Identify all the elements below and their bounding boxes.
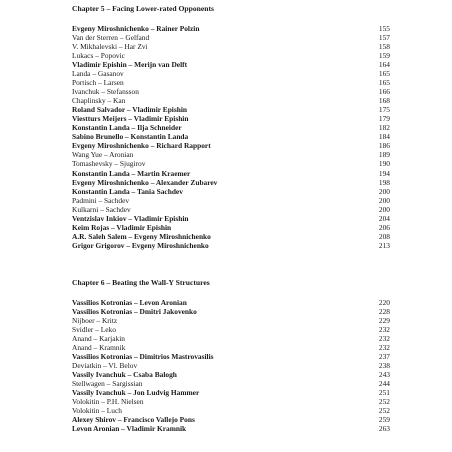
page-number: 186 [378, 141, 390, 151]
game-players: Vassilios Kotronias – Levon Aronian [72, 298, 187, 307]
game-players: Stellwagen – Sargissian [72, 379, 143, 389]
index-entry [72, 24, 390, 33]
page-number: 204 [378, 213, 390, 223]
page-number: 259 [378, 415, 390, 425]
page-number: 228 [378, 307, 390, 317]
chapter-entries [72, 298, 390, 433]
game-players: Konstantin Landa – Tania Sachdev [72, 186, 183, 196]
page-number: 155 [378, 24, 390, 33]
game-players: Svidler – Leko [72, 325, 116, 335]
index-entry [72, 87, 390, 96]
page-number: 189 [378, 150, 390, 160]
page-number: 194 [378, 168, 390, 178]
index-entry [72, 187, 390, 196]
game-players: Deviatkin – Vl. Belov [72, 361, 138, 371]
page-number: 184 [378, 132, 390, 142]
page-number: 232 [378, 334, 390, 344]
index-entry [72, 141, 390, 150]
game-players: Evgeny Miroshnichenko – Alexander Zubarev [72, 177, 218, 187]
chapter-title: Chapter 6 – Beating the Wall-Y Structures [72, 278, 210, 287]
index-entry [72, 325, 390, 334]
page-number: 220 [378, 298, 390, 307]
game-players: A.R. Saleh Salem – Evgeny Miroshnichenko [72, 231, 211, 241]
game-players: Ventzislav Inkiov – Vladimir Epishin [72, 213, 189, 223]
game-players: Vassilios Kotronias – Dimitrios Mastrovasilis [72, 352, 214, 362]
page-number: 200 [378, 195, 390, 205]
index-entry [72, 78, 390, 87]
game-players: V. Mikhalevski – Har Zvi [72, 42, 148, 52]
index-entry [72, 105, 390, 114]
page-number: 200 [378, 204, 390, 214]
index-entry [72, 214, 390, 223]
index-entry [72, 307, 390, 316]
game-players: Grigor Grigorov – Evgeny Miroshnichenko [72, 240, 209, 250]
game-players: Sabino Brunello – Konstantin Landa [72, 132, 189, 142]
index-entry [72, 42, 390, 51]
page-number: 200 [378, 186, 390, 196]
page-number: 206 [378, 222, 390, 232]
chapter-6-section [72, 278, 390, 433]
page-number: 157 [378, 33, 390, 43]
index-entry [72, 60, 390, 69]
game-players: Nijboer – Kritz [72, 316, 118, 326]
page-number: 182 [378, 123, 390, 133]
page-number: 237 [378, 352, 390, 362]
game-players: Ivanchuk – Stefansson [72, 87, 139, 97]
index-entry [72, 159, 390, 168]
index-entry [72, 178, 390, 187]
index-entry [72, 169, 390, 178]
index-entry [72, 51, 390, 60]
game-players: Vassily Ivanchuk – Jon Ludvig Hammer [72, 388, 200, 398]
page-number: 168 [378, 96, 390, 106]
index-entry [72, 132, 390, 141]
index-entry [72, 343, 390, 352]
game-players: Anand – Karjakin [72, 334, 125, 344]
index-entry [72, 123, 390, 132]
page-number: 198 [378, 177, 390, 187]
game-players: Roland Salvador – Vladimir Epishin [72, 105, 188, 115]
game-players: Kulkarni – Sachdev [72, 204, 131, 214]
page-number: 263 [378, 424, 390, 434]
index-entry [72, 406, 390, 415]
index-entry [72, 205, 390, 214]
game-players: Evgeny Miroshnichenko – Richard Rapport [72, 141, 211, 151]
game-players: Konstantin Landa – Ilja Schneider [72, 123, 182, 133]
index-entry [72, 196, 390, 205]
game-players: Anand – Kramnik [72, 343, 126, 353]
index-entry [72, 415, 390, 424]
page-number: 159 [378, 51, 390, 61]
game-players: Volokitin – P.H. Nielsen [72, 397, 144, 407]
index-entry [72, 361, 390, 370]
game-players: Van der Sterren – Gelfand [72, 33, 150, 43]
game-players: Vassilios Kotronias – Dmitri Jakovenko [72, 307, 197, 317]
page-number: 208 [378, 231, 390, 241]
page-number: 164 [378, 60, 390, 70]
game-players: Keim Rojas – Vladimir Epishin [72, 222, 172, 232]
game-players: Volokitin – Luch [72, 406, 122, 416]
page-number: 165 [378, 69, 390, 79]
chapter-5-section [72, 4, 390, 250]
index-entry [72, 232, 390, 241]
index-entry [72, 33, 390, 42]
index-entry [72, 241, 390, 250]
game-players: Lukacs – Popovic [72, 51, 125, 61]
chapter-entries [72, 24, 390, 250]
page-number: 251 [378, 388, 390, 398]
index-entry [72, 352, 390, 361]
page-number: 158 [378, 42, 390, 52]
page-number: 243 [378, 370, 390, 380]
game-players: Vassily Ivanchuk – Csaba Balogh [72, 370, 177, 380]
page-number: 238 [378, 361, 390, 371]
chapter-title: Chapter 5 – Facing Lower-rated Opponents [72, 4, 214, 13]
page-number: 252 [378, 397, 390, 407]
index-entry [72, 96, 390, 105]
index-entry [72, 316, 390, 325]
page-number: 229 [378, 316, 390, 326]
page-number: 232 [378, 325, 390, 335]
index-entry [72, 298, 390, 307]
game-players: Chaplinsky – Kan [72, 96, 126, 106]
page-number: 179 [378, 114, 390, 124]
game-players: Tomashevsky – Sjugirov [72, 159, 146, 169]
game-players: Levon Aronian – Vladimir Kramnik [72, 424, 187, 434]
page-number: 175 [378, 105, 390, 115]
page-number: 252 [378, 406, 390, 416]
page-number: 213 [378, 240, 390, 250]
index-entry [72, 150, 390, 159]
index-entry [72, 69, 390, 78]
page-number: 244 [378, 379, 390, 389]
game-players: Evgeny Miroshnichenko – Rainer Polzin [72, 24, 200, 33]
index-entry [72, 223, 390, 232]
game-players: Landa – Gasanov [72, 69, 124, 79]
page-number: 165 [378, 78, 390, 88]
index-entry [72, 334, 390, 343]
page-number: 166 [378, 87, 390, 97]
index-entry [72, 397, 390, 406]
game-players: Portisch – Larsen [72, 78, 124, 88]
index-entry [72, 379, 390, 388]
page-number: 190 [378, 159, 390, 169]
index-entry [72, 424, 390, 433]
page-number: 232 [378, 343, 390, 353]
index-entry [72, 388, 390, 397]
game-players: Konstantin Landa – Martin Kraemer [72, 168, 191, 178]
game-players: Padmini – Sachdev [72, 195, 130, 205]
game-players: Alexey Shirov – Francisco Vallejo Pons [72, 415, 195, 425]
game-players: Vladimir Epishin – Merijn van Delft [72, 60, 188, 70]
game-players: Viestturs Meijers – Vladimir Epishin [72, 114, 189, 124]
index-entry [72, 114, 390, 123]
game-players: Wang Yue – Aronian [72, 150, 134, 160]
index-entry [72, 370, 390, 379]
